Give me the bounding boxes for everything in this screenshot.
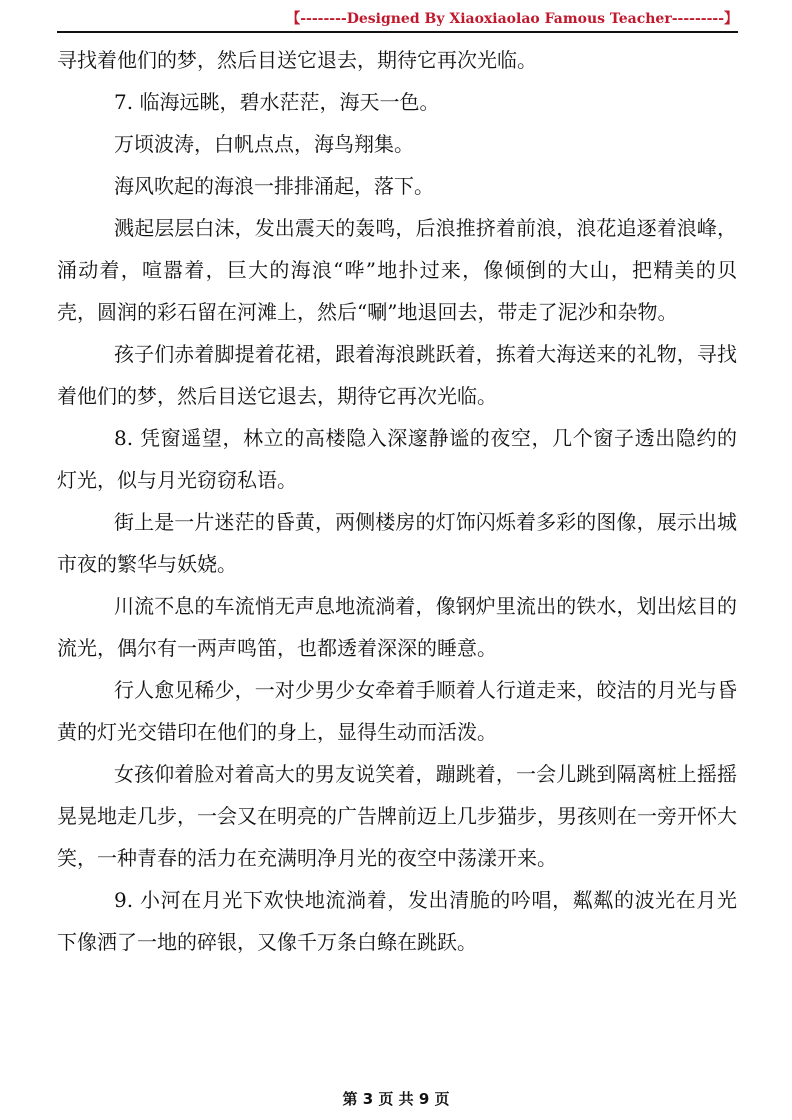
header-divider	[57, 31, 738, 33]
page-header: 【--------Designed By Xiaoxiaolao Famous Teacher---------】	[286, 11, 738, 27]
paragraph: 8. 凭窗遥望，林立的高楼隐入深邃静谧的夜空，几个窗子透出隐约的灯光，似与月光窃窃私语。	[57, 426, 737, 492]
paragraph: 孩子们赤着脚提着花裙，跟着海浪跳跃着，拣着大海送来的礼物，寻找着他们的梦，然后目送它退去，期待它再次光临。	[57, 342, 737, 408]
paragraph: 溅起层层白沫，发出震天的轰鸣，后浪推挤着前浪，浪花追逐着浪峰，涌动着，喧嚣着，巨大的海浪“哗”地扑过来，像倾倒的大山，把精美的贝壳，圆润的彩石留在河滩上，然后“唰”地退回去，带走了泥沙和杂物。	[57, 216, 737, 324]
current-page-number: 3	[362, 1090, 374, 1108]
footer-middle: 页 共	[378, 1090, 414, 1108]
document-body	[57, 39, 737, 963]
footer-suffix: 页	[434, 1090, 450, 1108]
paragraph: 行人愈见稀少，一对少男少女牵着手顺着人行道走来，皎洁的月光与昏黄的灯光交错印在他们的身上，显得生动而活泼。	[57, 678, 737, 744]
paragraph: 街上是一片迷茫的昏黄，两侧楼房的灯饰闪烁着多彩的图像，展示出城市夜的繁华与妖娆。	[57, 510, 737, 576]
paragraph: 川流不息的车流悄无声息地流淌着，像钢炉里流出的铁水，划出炫目的流光，偶尔有一两声鸣笛，也都透着深深的睡意。	[57, 594, 737, 660]
paragraph: 9. 小河在月光下欢快地流淌着，发出清脆的吟唱，粼粼的波光在月光下像洒了一地的碎银，又像千万条白鲦在跳跃。	[57, 888, 737, 954]
paragraph: 7. 临海远眺，碧水茫茫，海天一色。	[114, 90, 440, 114]
paragraph: 寻找着他们的梦，然后目送它退去，期待它再次光临。	[57, 48, 537, 72]
footer-prefix: 第	[342, 1090, 358, 1108]
page-footer	[0, 1088, 792, 1109]
paragraph: 女孩仰着脸对着高大的男友说笑着，蹦跳着，一会儿跳到隔离桩上摇摇晃晃地走几步，一会又在明亮的广告牌前迈上几步猫步，男孩则在一旁开怀大笑，一种青春的活力在充满明净月光的夜空中荡漾开来。	[57, 762, 737, 870]
paragraph: 海风吹起的海浪一排排涌起，落下。	[114, 174, 434, 198]
paragraph: 万顷波涛，白帆点点，海鸟翔集。	[114, 132, 414, 156]
total-pages-number: 9	[418, 1090, 430, 1108]
